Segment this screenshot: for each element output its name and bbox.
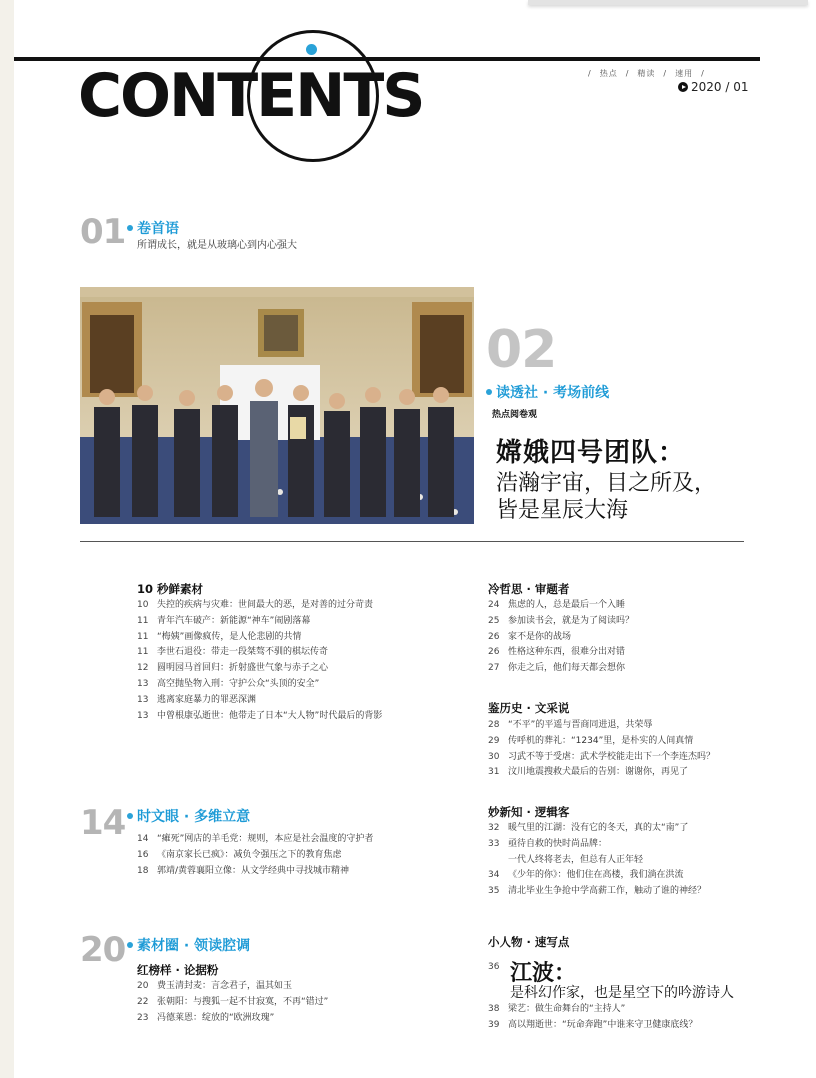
feature-subheadline <box>496 470 716 524</box>
toc-item[interactable] <box>488 614 634 630</box>
toc-item[interactable] <box>488 837 706 853</box>
toc-text: 冯德莱恩：绽放的“欧洲玫瑰” <box>157 1012 275 1023</box>
toc-list <box>488 598 634 677</box>
toc-item[interactable] <box>137 709 382 725</box>
top-paper-edge <box>528 0 808 5</box>
toc-text: 亟待自救的快时尚品牌： <box>508 838 608 849</box>
toc-list <box>137 979 328 1026</box>
toc-item[interactable] <box>488 598 634 614</box>
header-nav <box>588 68 713 79</box>
page-number: 20 <box>137 981 149 991</box>
page-number: 25 <box>488 615 500 626</box>
nav-separator: / <box>588 69 592 78</box>
page-number: 30 <box>488 751 500 762</box>
play-icon <box>678 82 688 92</box>
issue-date <box>678 80 748 94</box>
toc-text: 参加读书会，就是为了阅读吗？ <box>508 615 635 626</box>
toc-item[interactable] <box>488 734 715 750</box>
page-title: CONTENTS <box>78 61 424 131</box>
toc-item[interactable] <box>137 848 373 864</box>
page-number: 11 <box>137 647 149 658</box>
section-title[interactable] <box>127 806 250 826</box>
issue-date-text: 2020 / 01 <box>691 80 749 94</box>
toc-text: 清北毕业生争抢中学高薪工作，触动了谁的神经？ <box>508 886 707 897</box>
feature-subheadline-line: 浩瀚宇宙，目之所及， <box>496 471 717 496</box>
section-title-text: 时文眼 · 多维立意 <box>137 809 251 825</box>
toc-text: 李世石退役：带走一段桀骜不驯的棋坛传奇 <box>157 647 329 658</box>
team-photo <box>80 287 474 524</box>
nav-separator: / <box>625 69 630 78</box>
page-number: 24 <box>488 600 500 610</box>
section-number: 01 <box>80 212 126 252</box>
page-number: 13 <box>137 678 149 689</box>
toc-text: 家不是你的战场 <box>508 631 572 642</box>
toc-item[interactable] <box>488 868 706 884</box>
page-number: 33 <box>488 838 500 849</box>
toc-item[interactable] <box>137 598 382 614</box>
section-title-text: 读透社 · 考场前线 <box>496 385 610 401</box>
section-subtitle: 所谓成长，就是从玻璃心到内心强大 <box>137 240 297 251</box>
page-number: 39 <box>488 1019 500 1030</box>
toc-text: 中曾根康弘逝世：他带走了日本“大人物”时代最后的背影 <box>157 710 383 721</box>
nav-item-read[interactable]: 精读 <box>637 69 656 78</box>
page-number: 13 <box>137 710 149 721</box>
toc-text: 逃离家庭暴力的罪恶深渊 <box>157 694 257 705</box>
nav-item-hot[interactable]: 热点 <box>599 69 618 78</box>
toc-text: 性格这种东西，很难分出对错 <box>508 647 626 658</box>
toc-list <box>488 718 715 781</box>
toc-text: 暖气里的江湖：没有它的冬天，真的太“南”了 <box>508 823 689 833</box>
page-number: 32 <box>488 823 500 833</box>
toc-text: 焦虑的人，总是最后一个入睡 <box>508 600 626 610</box>
bullet-icon <box>486 389 492 395</box>
page-number: 29 <box>488 735 500 746</box>
toc-item[interactable] <box>137 832 373 848</box>
toc-item[interactable] <box>488 630 634 646</box>
feature-name[interactable]: 江波： <box>510 961 577 986</box>
toc-item[interactable] <box>488 645 634 661</box>
toc-text: 青年汽车破产：新能源“神车”闹剧落幕 <box>157 615 311 626</box>
column-heading: 妙新知 · 逻辑客 <box>488 805 570 819</box>
page-number: 26 <box>488 631 500 642</box>
page-number: 35 <box>488 886 500 897</box>
feature-description: 是科幻作家，也是星空下的吟游诗人 <box>510 985 734 1001</box>
toc-text: “不平”的平遥与晋商同进退，共荣辱 <box>508 720 653 730</box>
toc-item[interactable] <box>137 693 382 709</box>
toc-text: 《少年的你》：他们住在高楼，我们淌在洪流 <box>508 870 684 881</box>
toc-list <box>488 821 706 900</box>
page-number: 12 <box>137 663 149 674</box>
toc-item[interactable] <box>488 661 634 677</box>
toc-item[interactable] <box>137 645 382 661</box>
page-number: 22 <box>137 996 149 1007</box>
section-title-text: 素材圈 · 领读腔调 <box>137 938 251 954</box>
column-heading: 小人物 · 速写点 <box>488 935 570 949</box>
toc-text: 一代人终将老去，但总有人正年轻 <box>508 854 644 865</box>
toc-item[interactable] <box>137 979 328 995</box>
feature-headline[interactable]: 嫦娥四号团队： <box>496 438 686 468</box>
page-number: 26 <box>488 647 500 658</box>
section-title[interactable] <box>127 935 250 955</box>
toc-text: “梅姨”画像疯传，是人伦悲剧的共情 <box>157 631 302 642</box>
toc-text: 传呼机的葬礼：“1234”里，是朴实的人间真情 <box>508 735 694 746</box>
toc-text: 费玉清封麦：言念君子，温其如玉 <box>157 981 293 991</box>
column-heading: 10 秒鲜素材 <box>137 582 204 596</box>
section-title-text: 卷首语 <box>137 221 179 237</box>
toc-text: 《南京家长已疯》：减负令强压之下的教育焦虑 <box>157 849 342 860</box>
section-divider <box>80 541 744 542</box>
toc-item[interactable] <box>488 884 706 900</box>
page-number: 14 <box>137 834 149 844</box>
toc-item[interactable] <box>137 864 373 880</box>
toc-text: 高空抛坠物入刑：守护公众“头顶的安全” <box>157 678 320 689</box>
page-number: 36 <box>488 962 500 972</box>
toc-item[interactable] <box>137 630 382 646</box>
column-heading: 鉴历史 · 文采说 <box>488 701 570 715</box>
toc-list <box>137 832 373 879</box>
toc-item[interactable] <box>488 718 715 734</box>
toc-item[interactable] <box>488 821 706 837</box>
toc-text: “瘫死”网店的羊毛党：规则，本应是社会温度的守护者 <box>157 834 374 844</box>
page-number: 10 <box>137 600 149 610</box>
page-number: 11 <box>137 631 149 642</box>
feature-ribbon: 热点阅卷观 <box>492 410 538 420</box>
toc-text: 梁艺：做生命舞台的“主持人” <box>508 1004 626 1014</box>
blue-dot-icon <box>306 44 317 55</box>
page-number: 13 <box>137 694 149 705</box>
nav-separator: / <box>663 69 668 78</box>
nav-separator: / <box>701 69 705 78</box>
toc-item[interactable] <box>137 677 382 693</box>
toc-text: 郭靖/黄蓉襄阳立像：从文学经典中寻找城市精神 <box>157 865 350 876</box>
toc-list <box>137 598 382 724</box>
toc-text: 习武不等于受虐：武术学校能走出下一个李连杰吗？ <box>508 751 716 762</box>
toc-list <box>488 1002 697 1034</box>
page-number: 11 <box>137 615 149 626</box>
bullet-icon <box>127 225 133 231</box>
section-number: 02 <box>486 320 557 380</box>
toc-item[interactable] <box>488 853 706 869</box>
page-number: 34 <box>488 870 500 881</box>
page-number: 18 <box>137 865 149 876</box>
toc-text: 失控的疾病与灾难：世间最大的恶，是对善的过分苛责 <box>157 600 374 610</box>
bullet-icon <box>127 942 133 948</box>
section-number: 20 <box>80 930 126 970</box>
toc-text: 你走之后，他们每天都会想你 <box>508 663 626 674</box>
magazine-page <box>14 0 816 1078</box>
toc-item[interactable] <box>137 614 382 630</box>
column-heading: 冷哲思 · 审题者 <box>488 582 570 596</box>
toc-item[interactable] <box>137 995 328 1011</box>
toc-text: 高以翔逝世：“玩命奔跑”中谁来守卫健康底线？ <box>508 1019 698 1030</box>
toc-item[interactable] <box>488 1002 697 1018</box>
toc-item[interactable] <box>137 1011 328 1027</box>
page-number: 27 <box>488 663 500 674</box>
column-heading: 红榜样 · 论据粉 <box>137 963 219 977</box>
section-title[interactable] <box>127 218 179 238</box>
section-number: 14 <box>80 803 126 843</box>
toc-item[interactable] <box>488 750 715 766</box>
feature-subheadline-line: 皆是星辰大海 <box>496 498 629 523</box>
nav-item-quick[interactable]: 速用 <box>675 69 694 78</box>
toc-text: 圆明园马首回归：折射盛世气象与赤子之心 <box>157 663 329 674</box>
toc-text: 汶川地震搜救犬最后的告别：谢谢你，再见了 <box>508 767 689 778</box>
page-number: 16 <box>137 849 149 860</box>
section-title[interactable] <box>486 382 609 402</box>
page-number: 23 <box>137 1012 149 1023</box>
bullet-icon <box>127 813 133 819</box>
page-number: 28 <box>488 720 500 730</box>
toc-text: 张朝阳：与搜狐一起不甘寂寞，不再“错过” <box>157 996 329 1007</box>
toc-item[interactable] <box>137 661 382 677</box>
toc-item[interactable] <box>488 765 715 781</box>
toc-item[interactable] <box>488 1018 697 1034</box>
page-number: 38 <box>488 1004 500 1014</box>
page-number: 31 <box>488 767 500 778</box>
